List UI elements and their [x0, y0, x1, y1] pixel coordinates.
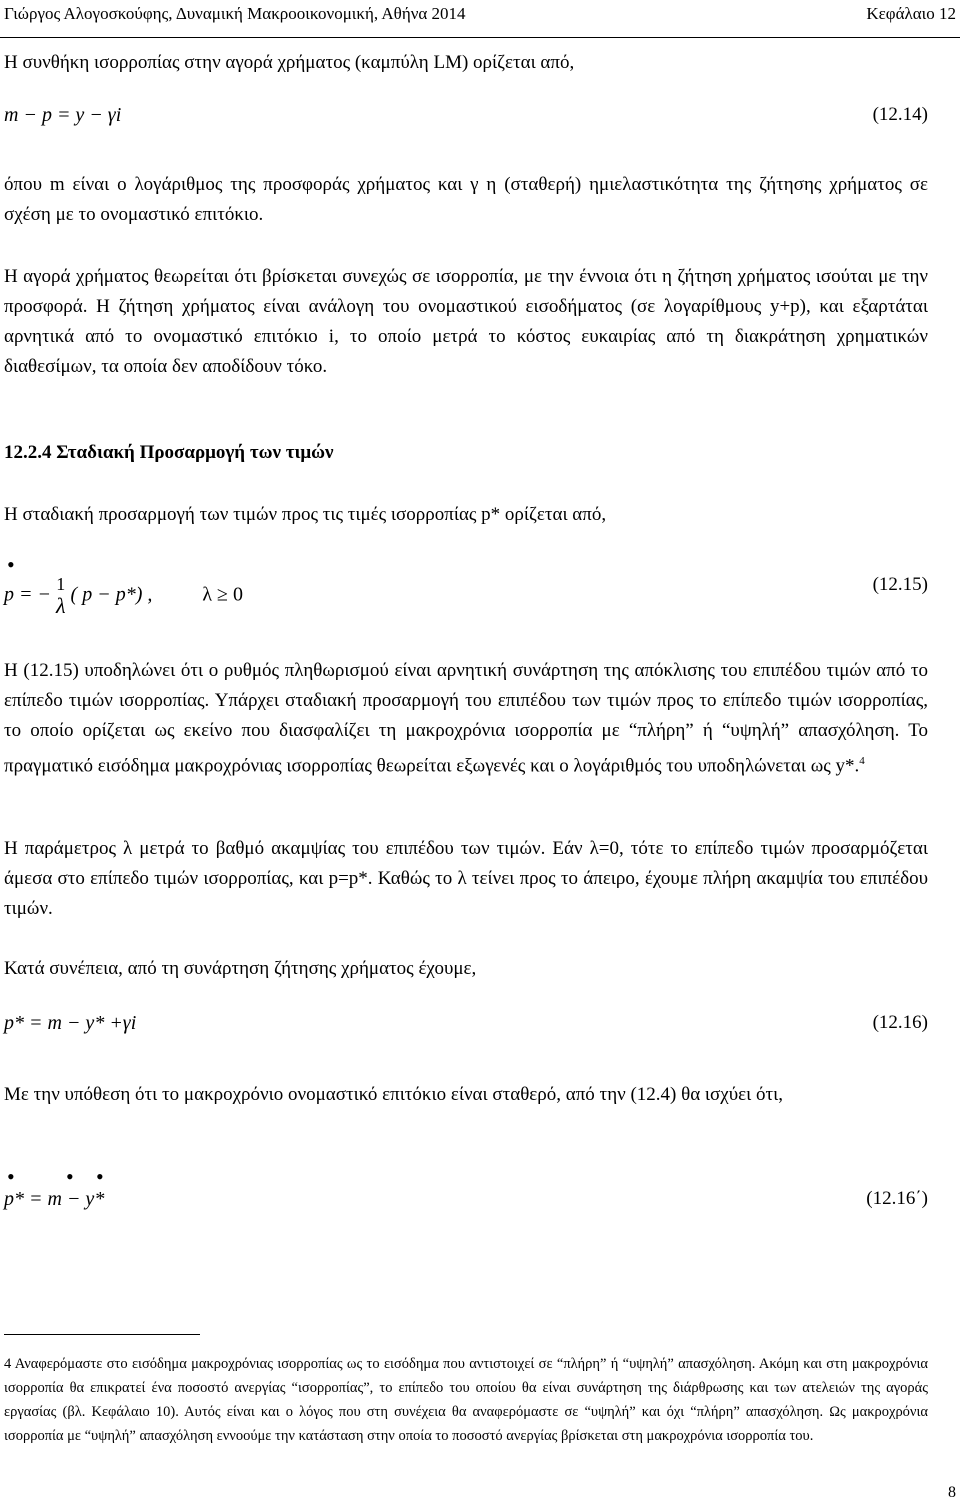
footnote-rule	[4, 1334, 200, 1335]
page-header	[0, 0, 960, 38]
equation-12-16-prime	[4, 1164, 928, 1220]
footnote-text: Αναφερόμαστε στο εισόδημα μακροχρόνιας ισορροπίας ως το εισόδημα που αντιστοιχεί σε “πλήρη” ή “υψηλή” απασχόληση. Ακόμη και στη μακροχρόνια ισορροπία θα επικρατεί ένα ποσοστό ανεργίας “ισορροπίας”, το επίπεδο του οποίου θα είναι συνάρτηση της διάρθρωσης και των ατελειών της αγοράς εργασίας (βλ. Κεφάλαιο 10). Αυτός είναι και ο λόγος που στη συνέχεια θα αναφερόμαστε σε “υψηλή” και όχι “πλήρη” απασχόληση. Ως μακροχρόνια ισορροπία με “υψηλή” απασχόληση εννοούμε την κατάσταση στην οποία το ποσοστό ανεργίας βρίσκεται στη μακροχρόνια ισορροπία του.	[4, 1356, 929, 1444]
paragraph-long-run-rate: Με την υπόθεση ότι το μακροχρόνιο ονομαστικό επιτόκιο είναι σταθερό, από την (12.4) θα ισχύει ότι,	[4, 1084, 783, 1105]
equation-12-14-expression: m − p = y − γi	[4, 104, 122, 126]
equation-12-16-prime-number: (12.16΄)	[866, 1188, 928, 1209]
time-derivative-dot: •	[7, 1164, 15, 1189]
paragraph-gradual-adjustment: Η σταδιακή προσαρμογή των τιμών προς τις τιμές ισορροπίας p* ορίζεται από,	[4, 504, 607, 525]
time-derivative-dot: •	[66, 1164, 74, 1189]
equation-12-16-expression: p* = m − y* +γi	[4, 1012, 137, 1034]
equation-12-15-number: (12.15)	[872, 574, 928, 595]
equation-12-15-fraction: 1 λ	[56, 574, 66, 618]
paragraph-consequently: Κατά συνέπεια, από τη συνάρτηση ζήτησης χρήματος έχουμε,	[4, 958, 477, 979]
paragraph-lm-intro: Η συνθήκη ισορροπίας στην αγορά χρήματος (καμπύλη LM) ορίζεται από,	[4, 52, 575, 73]
header-author-title: Γιώργος Αλογοσκούφης, Δυναμική Μακροοικονομική, Αθήνα 2014	[4, 4, 466, 23]
paragraph-money-market: Η αγορά χρήματος θεωρείται ότι βρίσκεται συνεχώς σε ισορροπία, με την έννοια ότι η ζήτηση χρήματος ισούται με την προσφορά. Η ζήτηση χρήματος είναι ανάλογη του ονομαστικού εισοδήματος (σε λογαρίθμους y+p), και εξαρτάται αρνητικά από το ονομαστικό επιτόκιο i, το οποίο μετρά το κόστος ευκαιρίας από τη διακράτηση χρηματικών διαθεσίμων, τα οποία δεν αποδίδουν τόκο.	[4, 266, 928, 377]
equation-12-15-post: ( p − p*) ,	[70, 583, 153, 606]
equation-12-15	[4, 552, 928, 620]
paragraph-inflation: Η (12.15) υποδηλώνει ότι ο ρυθμός πληθωρισμού είναι αρνητική συνάρτηση της απόκλισης του επιπέδου τιμών από το επίπεδο τιμών ισορροπίας. Υπάρχει σταδιακή προσαρμογή του επιπέδου των τιμών προς το επίπεδο τιμών ισορροπίας, το οποίο ορίζεται ως εκείνο που διασφαλίζει τη μακροχρόνια ισορροπία με “πλήρη” ή “υψηλή” απασχόληση. Το πραγματικό εισόδημα μακροχρόνιας ισορροπίας θεωρείται εξωγενές και ο λογάριθμός του υποδηλώνεται ως y*.$^4$	[4, 660, 928, 777]
time-derivative-dot: •	[7, 552, 15, 577]
time-derivative-dot: •	[96, 1164, 104, 1189]
equation-12-15-pre: p = −	[4, 583, 51, 606]
header-chapter: Κεφάλαιο 12	[866, 4, 956, 23]
equation-12-16	[4, 1012, 928, 1046]
page-number: 8	[948, 1484, 956, 1501]
equation-12-16-prime-expression: p* = m − y*	[4, 1188, 105, 1210]
section-title: 12.2.4 Σταδιακή Προσαρμογή των τιμών	[4, 442, 334, 463]
footnote	[4, 1352, 928, 1448]
equation-12-15-condition: λ ≥ 0	[202, 583, 244, 606]
paragraph-lambda: Η παράμετρος λ μετρά το βαθμό ακαμψίας του επιπέδου των τιμών. Εάν λ=0, τότε το επίπεδο τιμών προσαρμόζεται άμεσα στο επίπεδο τιμών ισορροπίας, και p=p*. Καθώς το λ τείνει προς το άπειρο, έχουμε πλήρη ακαμψία του επιπέδου τιμών.	[4, 838, 928, 919]
equation-12-16-number: (12.16)	[872, 1012, 928, 1033]
paragraph-where-m: όπου m είναι ο λογάριθμος της προσφοράς χρήματος και γ η (σταθερή) ημιελαστικότητα της ζήτησης χρήματος σε σχέση με το ονομαστικό επιτόκιο.	[4, 174, 928, 225]
footnote-ref: 4	[859, 755, 865, 767]
footnote-mark: 4	[4, 1356, 12, 1372]
equation-12-14-number: (12.14)	[872, 104, 928, 125]
equation-12-14	[4, 104, 928, 138]
